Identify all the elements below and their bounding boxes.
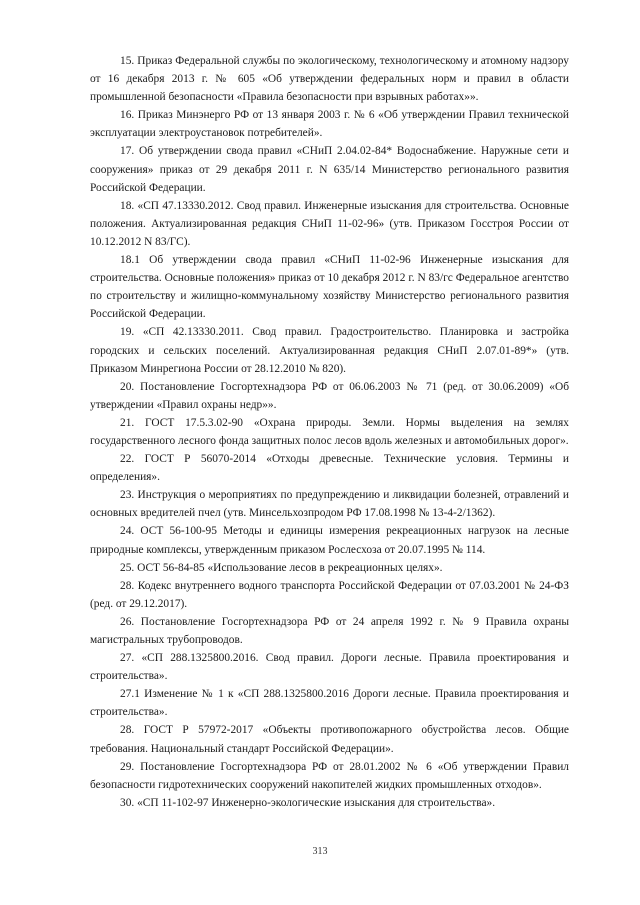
list-item: 19. «СП 42.13330.2011. Свод правил. Градостроительство. Планировка и застройка городских и сельских поселений. Актуализированная редакция СНиП 2.07.01-89*» (утв. Приказом Минрегиона России от 28.12.2010 № 820).	[90, 326, 569, 375]
list-item: 18. «СП 47.13330.2012. Свод правил. Инженерные изыскания для строительства. Основные положения. Актуализированная редакция СНиП 11-02-96» (утв. Приказом Госстроя России от 10.12.2012 N 83/ГС).	[90, 199, 569, 248]
list-item: 30. «СП 11-102-97 Инженерно-экологические изыскания для строительства».	[120, 796, 496, 809]
list-item: 21. ГОСТ 17.5.3.02-90 «Охрана природы. Земли. Нормы выделения на землях государственного лесного фонда защитных полос лесов вдоль железных и автомобильных дорог».	[90, 416, 569, 447]
list-item: 24. ОСТ 56-100-95 Методы и единицы измерения рекреационных нагрузок на лесные природные комплексы, утвержденным приказом Рослесхоза от 20.07.1995 № 114.	[90, 525, 569, 556]
list-item: 22. ГОСТ Р 56070-2014 «Отходы древесные. Технические условия. Термины и определения».	[90, 453, 569, 484]
list-item: 27.1 Изменение № 1 к «СП 288.1325800.2016 Дороги лесные. Правила проектирования и строительства».	[90, 688, 569, 719]
list-item: 18.1 Об утверждении свода правил «СНиП 11-02-96 Инженерные изыскания для строительства. Основные положения» приказ от 10 декабря 2012 г. N 83/гс Федеральное агентство по строительству и жилищно-коммунальному хозяйству Министерство регионального развития Российской Федерации.	[90, 254, 569, 321]
list-item: 25. ОСТ 56-84-85 «Использование лесов в рекреационных целях».	[120, 561, 443, 574]
list-item: 17. Об утверждении свода правил «СНиП 2.04.02-84* Водоснабжение. Наружные сети и сооружения» приказ от 29 декабря 2011 г. N 635/14 Министерство регионального развития Российской Федерации.	[90, 145, 569, 194]
document-body	[90, 52, 569, 812]
list-item: 27. «СП 288.1325800.2016. Свод правил. Дороги лесные. Правила проектирования и строительства».	[90, 652, 569, 683]
page-number: 313	[312, 846, 328, 857]
list-item: 28. Кодекс внутреннего водного транспорта Российской Федерации от 07.03.2001 № 24-ФЗ (ред. от 29.12.2017).	[90, 579, 569, 610]
list-item: 20. Постановление Госгортехнадзора РФ от 06.06.2003 № 71 (ред. от 30.06.2009) «Об утверждении «Правил охраны недр»».	[90, 380, 569, 411]
list-item: 28. ГОСТ Р 57972-2017 «Объекты противопожарного обустройства лесов. Общие требования. Национальный стандарт Российской Федерации».	[90, 724, 569, 755]
list-item: 16. Приказ Минэнерго РФ от 13 января 2003 г. № 6 «Об утверждении Правил технической эксплуатации электроустановок потребителей».	[90, 109, 569, 140]
list-item: 23. Инструкция о мероприятиях по предупреждению и ликвидации болезней, отравлений и основных вредителей пчел (утв. Минсельхозпродом РФ 17.08.1998 № 13-4-2/1362).	[90, 489, 569, 520]
list-item: 29. Постановление Госгортехнадзора РФ от 28.01.2002 № 6 «Об утверждении Правил безопасности гидротехнических сооружений накопителей жидких промышленных отходов».	[90, 760, 569, 791]
list-item: 15. Приказ Федеральной службы по экологическому, технологическому и атомному надзору от 16 декабря 2013 г. № 605 «Об утверждении федеральных норм и правил в области промышленной безопасности «Правила безопасности при взрывных работах»».	[90, 55, 569, 104]
list-item: 26. Постановление Госгортехнадзора РФ от 24 апреля 1992 г. № 9 Правила охраны магистральных трубопроводов.	[90, 615, 569, 646]
